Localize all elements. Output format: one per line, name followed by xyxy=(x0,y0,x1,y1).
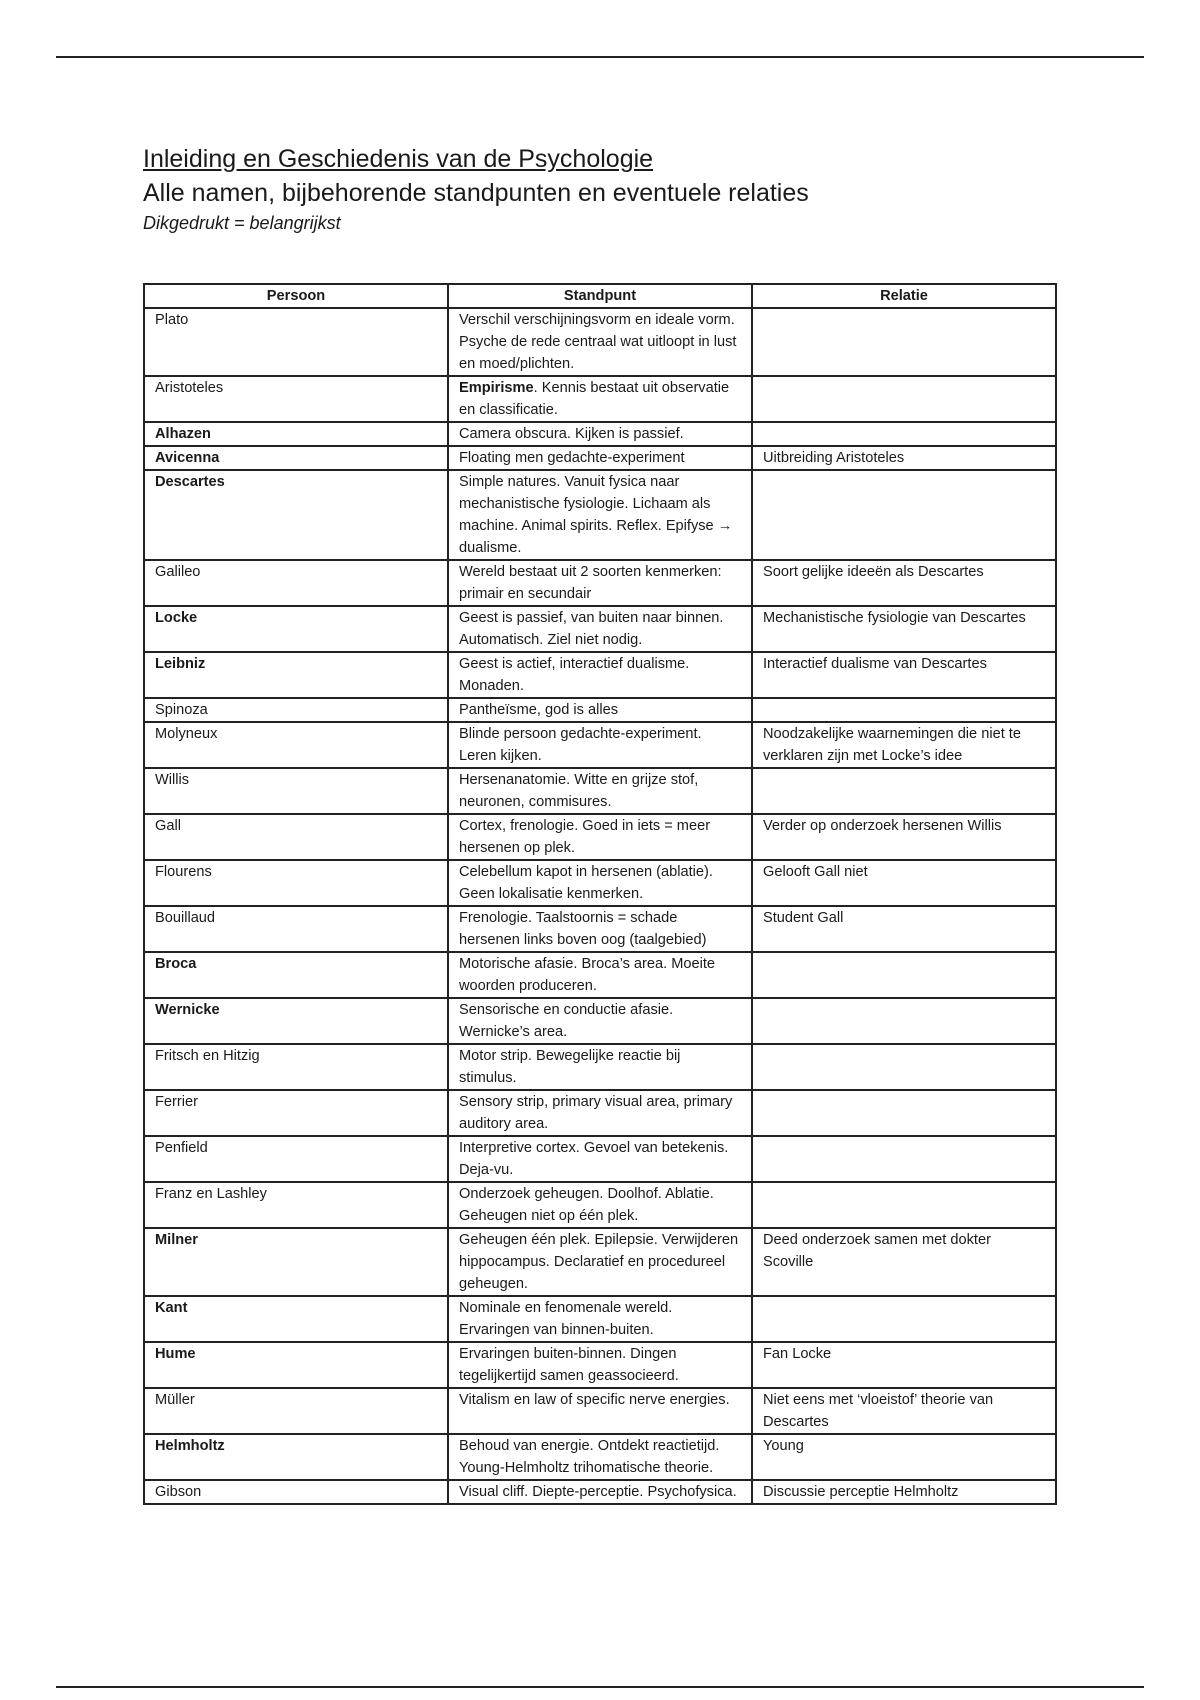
cell-persoon: Plato xyxy=(144,308,448,376)
cell-persoon: Müller xyxy=(144,1388,448,1434)
table-row xyxy=(144,1296,1056,1342)
cell-relatie xyxy=(752,698,1056,722)
cell-persoon: Alhazen xyxy=(144,422,448,446)
table-row xyxy=(144,1090,1056,1136)
names-table xyxy=(143,283,1057,1505)
document-heading xyxy=(143,143,1063,235)
cell-persoon: Helmholtz xyxy=(144,1434,448,1480)
cell-relatie xyxy=(752,952,1056,998)
table-row xyxy=(144,768,1056,814)
cell-relatie: Mechanistische fysiologie van Descartes xyxy=(752,606,1056,652)
table-row xyxy=(144,1228,1056,1296)
table-row xyxy=(144,470,1056,560)
cell-relatie xyxy=(752,1182,1056,1228)
cell-standpunt: Geheugen één plek. Epilepsie. Verwijderen hippocampus. Declaratief en procedureel geheugen. xyxy=(448,1228,752,1296)
cell-persoon: Locke xyxy=(144,606,448,652)
cell-persoon: Penfield xyxy=(144,1136,448,1182)
cell-relatie: Discussie perceptie Helmholtz xyxy=(752,1480,1056,1504)
cell-relatie: Uitbreiding Aristoteles xyxy=(752,446,1056,470)
cell-persoon: Flourens xyxy=(144,860,448,906)
table-header-row xyxy=(144,284,1056,308)
cell-standpunt: Verschil verschijningsvorm en ideale vorm. Psyche de rede centraal wat uitloopt in lust en moed/plichten. xyxy=(448,308,752,376)
table-row xyxy=(144,1044,1056,1090)
table-row xyxy=(144,998,1056,1044)
cell-relatie: Fan Locke xyxy=(752,1342,1056,1388)
cell-relatie: Gelooft Gall niet xyxy=(752,860,1056,906)
table-row xyxy=(144,860,1056,906)
cell-relatie xyxy=(752,1296,1056,1342)
bold-legend-note: Dikgedrukt = belangrijkst xyxy=(143,213,341,233)
cell-persoon: Hume xyxy=(144,1342,448,1388)
cell-relatie: Young xyxy=(752,1434,1056,1480)
cell-persoon: Spinoza xyxy=(144,698,448,722)
standpunt-keyword: Empirisme xyxy=(459,380,534,396)
header-rule xyxy=(56,56,1144,58)
table-body xyxy=(144,308,1056,1504)
cell-standpunt: Celebellum kapot in hersenen (ablatie). Geen lokalisatie kenmerken. xyxy=(448,860,752,906)
cell-standpunt: Behoud van energie. Ontdekt reactietijd. Young-Helmholtz trihomatische theorie. xyxy=(448,1434,752,1480)
table-row xyxy=(144,952,1056,998)
cell-relatie: Verder op onderzoek hersenen Willis xyxy=(752,814,1056,860)
table-row xyxy=(144,560,1056,606)
cell-relatie: Student Gall xyxy=(752,906,1056,952)
cell-relatie: Interactief dualisme van Descartes xyxy=(752,652,1056,698)
cell-persoon: Fritsch en Hitzig xyxy=(144,1044,448,1090)
cell-relatie xyxy=(752,470,1056,560)
footer-rule xyxy=(56,1686,1144,1688)
cell-relatie xyxy=(752,998,1056,1044)
cell-persoon: Descartes xyxy=(144,470,448,560)
cell-relatie xyxy=(752,1136,1056,1182)
cell-relatie xyxy=(752,768,1056,814)
cell-relatie xyxy=(752,422,1056,446)
cell-relatie xyxy=(752,376,1056,422)
table-row xyxy=(144,1480,1056,1504)
cell-persoon: Kant xyxy=(144,1296,448,1342)
standpunt-text: . Kennis bestaat uit observatie en classificatie. xyxy=(459,380,730,418)
cell-standpunt: Motor strip. Bewegelijke reactie bij stimulus. xyxy=(448,1044,752,1090)
table-row xyxy=(144,698,1056,722)
cell-persoon: Aristoteles xyxy=(144,376,448,422)
table-row xyxy=(144,1434,1056,1480)
cell-standpunt: Vitalism en law of specific nerve energies. xyxy=(448,1388,752,1434)
cell-standpunt: Sensory strip, primary visual area, primary auditory area. xyxy=(448,1090,752,1136)
cell-relatie: Soort gelijke ideeën als Descartes xyxy=(752,560,1056,606)
cell-relatie xyxy=(752,308,1056,376)
cell-persoon: Galileo xyxy=(144,560,448,606)
cell-standpunt: Camera obscura. Kijken is passief. xyxy=(448,422,752,446)
document-subtitle: Alle namen, bijbehorende standpunten en eventuele relaties xyxy=(143,179,809,207)
cell-relatie xyxy=(752,1090,1056,1136)
cell-standpunt: Blinde persoon gedachte-experiment. Leren kijken. xyxy=(448,722,752,768)
cell-standpunt: Floating men gedachte-experiment xyxy=(448,446,752,470)
cell-standpunt: Pantheïsme, god is alles xyxy=(448,698,752,722)
table-row xyxy=(144,308,1056,376)
cell-standpunt: Motorische afasie. Broca’s area. Moeite woorden produceren. xyxy=(448,952,752,998)
cell-standpunt: Visual cliff. Diepte-perceptie. Psychofysica. xyxy=(448,1480,752,1504)
cell-standpunt: Ervaringen buiten-binnen. Dingen tegelijkertijd samen geassocieerd. xyxy=(448,1342,752,1388)
cell-standpunt xyxy=(448,376,752,422)
cell-standpunt: Geest is passief, van buiten naar binnen. Automatisch. Ziel niet nodig. xyxy=(448,606,752,652)
document-title: Inleiding en Geschiedenis van de Psychologie xyxy=(143,145,654,173)
table-row xyxy=(144,606,1056,652)
cell-standpunt: Wereld bestaat uit 2 soorten kenmerken: primair en secundair xyxy=(448,560,752,606)
cell-persoon: Wernicke xyxy=(144,998,448,1044)
table-row xyxy=(144,814,1056,860)
cell-persoon: Molyneux xyxy=(144,722,448,768)
table-row xyxy=(144,446,1056,470)
table-row xyxy=(144,906,1056,952)
table-row xyxy=(144,1342,1056,1388)
cell-standpunt: Interpretive cortex. Gevoel van betekenis. Deja-vu. xyxy=(448,1136,752,1182)
cell-persoon: Leibniz xyxy=(144,652,448,698)
cell-persoon: Avicenna xyxy=(144,446,448,470)
cell-persoon: Franz en Lashley xyxy=(144,1182,448,1228)
table-row xyxy=(144,1388,1056,1434)
cell-persoon: Milner xyxy=(144,1228,448,1296)
cell-relatie: Deed onderzoek samen met dokter Scoville xyxy=(752,1228,1056,1296)
cell-standpunt: Simple natures. Vanuit fysica naar mechanistische fysiologie. Lichaam als machine. Animal spirits. Reflex. Epifyse → dualisme. xyxy=(448,470,752,560)
column-header-standpunt: Standpunt xyxy=(448,284,752,308)
column-header-persoon: Persoon xyxy=(144,284,448,308)
table-row xyxy=(144,376,1056,422)
cell-persoon: Broca xyxy=(144,952,448,998)
cell-standpunt: Sensorische en conductie afasie. Wernicke’s area. xyxy=(448,998,752,1044)
column-header-relatie: Relatie xyxy=(752,284,1056,308)
cell-persoon: Gall xyxy=(144,814,448,860)
cell-persoon: Gibson xyxy=(144,1480,448,1504)
cell-standpunt: Frenologie. Taalstoornis = schade hersenen links boven oog (taalgebied) xyxy=(448,906,752,952)
table-row xyxy=(144,652,1056,698)
cell-relatie: Noodzakelijke waarnemingen die niet te verklaren zijn met Locke’s idee xyxy=(752,722,1056,768)
cell-persoon: Willis xyxy=(144,768,448,814)
cell-standpunt: Cortex, frenologie. Goed in iets = meer hersenen op plek. xyxy=(448,814,752,860)
table-row xyxy=(144,722,1056,768)
table-row xyxy=(144,422,1056,446)
cell-standpunt: Hersenanatomie. Witte en grijze stof, neuronen, commisures. xyxy=(448,768,752,814)
cell-relatie: Niet eens met ‘vloeistof’ theorie van Descartes xyxy=(752,1388,1056,1434)
cell-standpunt: Geest is actief, interactief dualisme. Monaden. xyxy=(448,652,752,698)
table-row xyxy=(144,1136,1056,1182)
cell-persoon: Ferrier xyxy=(144,1090,448,1136)
table-row xyxy=(144,1182,1056,1228)
cell-relatie xyxy=(752,1044,1056,1090)
cell-standpunt: Onderzoek geheugen. Doolhof. Ablatie. Geheugen niet op één plek. xyxy=(448,1182,752,1228)
cell-persoon: Bouillaud xyxy=(144,906,448,952)
cell-standpunt: Nominale en fenomenale wereld. Ervaringen van binnen-buiten. xyxy=(448,1296,752,1342)
